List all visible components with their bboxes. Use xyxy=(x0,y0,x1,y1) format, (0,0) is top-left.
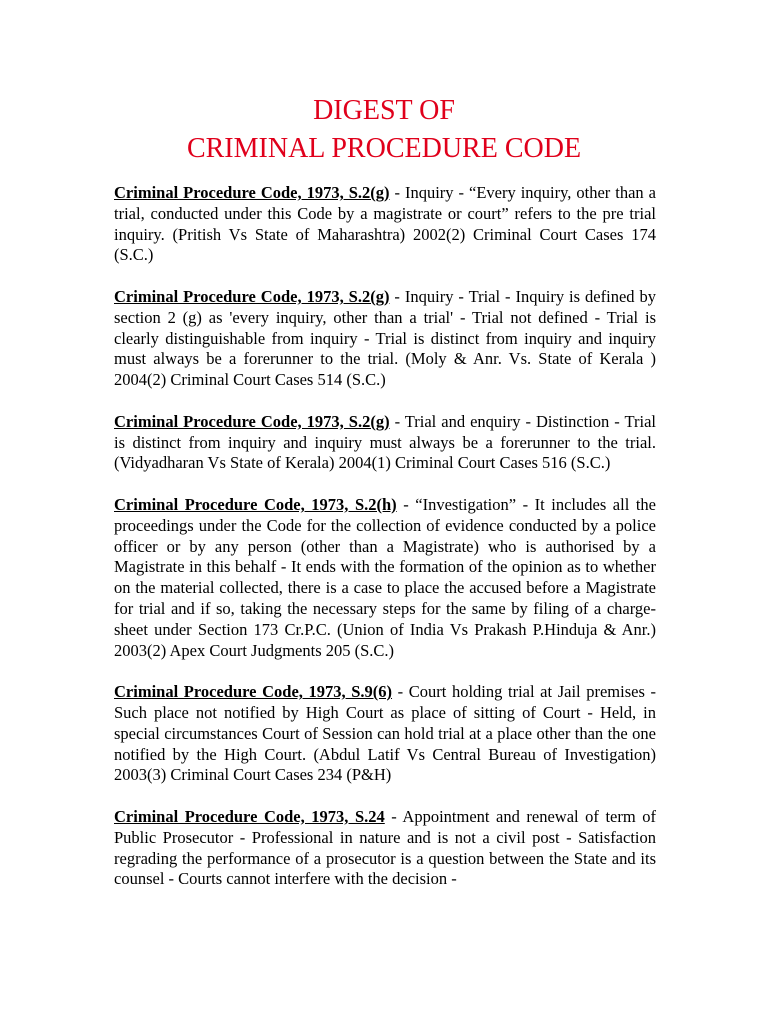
entry-heading: Criminal Procedure Code, 1973, S.2(g) xyxy=(114,183,390,202)
entry-body: - Trial and enquiry - Distinction - Trial is distinct from inquiry and inquiry must always be a forerunner to the trial. (Vidyadharan Vs State of Kerala) 2004(1) Criminal Court Cases 516 (S.C.) xyxy=(114,411,656,473)
entry-body: - “Investigation” - It includes all the proceedings under the Code for the collection of evidence conducted by a police officer or by any person (other than a Magistrate) who is authorised by a Magistrate in this behalf - It ends with the formation of the opinion as to whether on the material collected, there is a case to place the accused before a Magistrate for trial and if so, taking the necessary steps for the same by filing of a charge-sheet under Section 173 Cr.P.C. (Union of India Vs Prakash P.Hinduja & Anr.) 2003(2) Apex Court Judgments 205 (S.C.) xyxy=(114,494,656,660)
digest-entry-3 xyxy=(114,412,656,474)
digest-entry-4 xyxy=(114,495,656,661)
digest-entries xyxy=(114,183,656,911)
entry-body: - Court holding trial at Jail premises - Such place not notified by High Court as place of sitting of Court - Held, in special circumstances Court of Session can hold trial at a place other than the one notified by the High Court. (Abdul Latif Vs Central Bureau of Investigation) 2003(3) Criminal Court Cases 234 (P&H) xyxy=(114,682,656,785)
entry-heading: Criminal Procedure Code, 1973, S.2(g) xyxy=(114,411,390,431)
entry-body: - Inquiry - Trial - Inquiry is defined by section 2 (g) as 'every inquiry, other than a trial' - Trial not defined - Trial is clearly distinguishable from inquiry - Trial is distinct from inquiry and inquiry must always be a forerunner to the trial. (Moly & Anr. Vs. State of Kerala ) 2004(2) Criminal Court Cases 514 (S.C.) xyxy=(114,286,656,390)
digest-entry-5 xyxy=(114,682,656,786)
entry-heading: Criminal Procedure Code, 1973, S.2(g) xyxy=(114,286,390,306)
entry-body: - Appointment and renewal of term of Public Prosecutor - Professional in nature and is not a civil post - Satisfaction regrading the performance of a prosecutor is a question between the State and its counsel - Courts cannot interfere with the decision - xyxy=(114,806,656,889)
digest-entry-2 xyxy=(114,287,656,391)
title-line-1: DIGEST OF xyxy=(313,95,455,126)
document-title xyxy=(0,92,768,168)
entry-heading: Criminal Procedure Code, 1973, S.9(6) xyxy=(114,682,393,702)
digest-entry-6 xyxy=(114,807,656,890)
digest-entry-1 xyxy=(114,183,656,266)
entry-body: - Inquiry - “Every inquiry, other than a trial, conducted under this Code by a magistrate or court” refers to the pre trial inquiry. (Pritish Vs State of Maharashtra) 2002(2) Criminal Court Cases 174 (S.C.) xyxy=(114,183,656,265)
title-line-2: CRIMINAL PROCEDURE CODE xyxy=(186,133,582,164)
entry-heading: Criminal Procedure Code, 1973, S.24 xyxy=(114,806,385,826)
entry-heading: Criminal Procedure Code, 1973, S.2(h) xyxy=(114,494,397,514)
